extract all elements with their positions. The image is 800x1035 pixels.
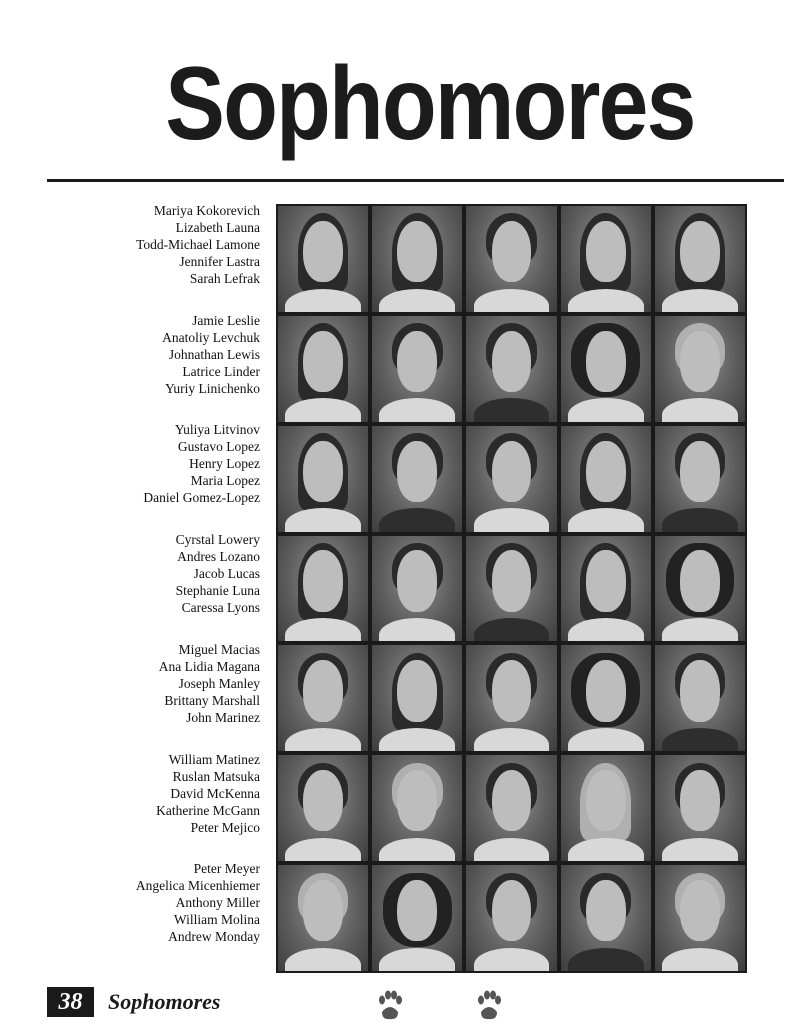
title-divider [47,179,784,182]
student-name: Cyrstal Lowery [175,532,260,548]
student-name: Jamie Leslie [192,312,260,328]
student-portrait [372,206,462,312]
student-name: Anatoliy Levchuk [162,329,260,345]
student-portrait [278,536,368,642]
student-name: Peter Mejico [190,819,260,835]
student-name: David McKenna [170,785,260,801]
student-name: Brittany Marshall [164,692,260,708]
page-number: 38 [47,987,94,1017]
student-name: Miguel Macias [178,641,260,657]
student-portrait [561,316,651,422]
student-portrait [278,426,368,532]
student-name: Ruslan Matsuka [172,768,260,784]
student-name: Mariya Kokorevich [153,203,260,218]
student-name: Andres Lozano [177,549,260,565]
student-portrait [372,645,462,751]
footer-section-title: Sophomores [108,989,221,1014]
student-portrait [655,536,745,642]
portrait-grid [276,204,747,973]
student-name: Daniel Gomez-Lopez [143,490,260,506]
student-name: Latrice Linder [182,363,260,379]
student-portrait [466,316,556,422]
student-name: Johnathan Lewis [168,346,260,362]
student-portrait [561,426,651,532]
student-portrait [655,865,745,971]
name-group [60,312,260,397]
student-name: Todd-Michael Lamone [136,237,260,252]
student-portrait [278,206,368,312]
student-portrait [466,206,556,312]
name-group [60,421,260,506]
student-portrait [466,755,556,861]
student-name: Joseph Manley [178,675,260,691]
page-title: Sophomores [165,46,695,162]
student-portrait [278,865,368,971]
name-group [60,531,260,616]
student-portrait [561,536,651,642]
student-name: Stephanie Luna [175,583,260,599]
student-name: Gustavo Lopez [177,439,260,455]
student-portrait [372,536,462,642]
student-portrait [372,316,462,422]
student-name: William Molina [173,912,260,928]
student-name: Jennifer Lastra [179,254,260,269]
student-portrait [372,755,462,861]
student-portrait [561,645,651,751]
student-name: Katherine McGann [156,802,260,818]
student-portrait [466,645,556,751]
student-name: Peter Meyer [193,861,260,877]
paw-print-icon [476,990,502,1022]
student-name: Henry Lopez [189,456,260,472]
student-portrait [561,755,651,861]
student-portrait [278,755,368,861]
student-portrait [561,865,651,971]
student-portrait [278,316,368,422]
student-portrait [655,645,745,751]
student-name: William Matinez [168,751,260,767]
student-name: Andrew Monday [168,929,260,945]
name-group [60,202,260,287]
student-portrait [466,536,556,642]
student-portrait [561,206,651,312]
student-name: Yuliya Litvinov [174,422,260,438]
student-portrait [655,755,745,861]
student-portrait [278,645,368,751]
student-name: Jacob Lucas [193,566,260,582]
student-portrait [466,426,556,532]
student-portrait [655,206,745,312]
student-portrait [466,865,556,971]
student-name: Yuriy Linichenko [165,380,260,396]
student-portrait [372,426,462,532]
paw-print-icon [377,990,403,1022]
student-portrait [372,865,462,971]
student-portrait [655,426,745,532]
student-name: Caressa Lyons [181,600,260,616]
student-name: John Marinez [186,709,260,725]
name-group [60,751,260,836]
student-name: Ana Lidia Magana [158,658,260,674]
student-name: Anthony Miller [175,895,260,911]
student-name: Sarah Lefrak [189,271,260,286]
name-group [60,641,260,726]
student-portrait [655,316,745,422]
name-group [60,860,260,945]
student-name: Lizabeth Launa [175,220,260,235]
student-name: Maria Lopez [190,473,260,489]
student-name: Angelica Micenhiemer [135,878,260,894]
